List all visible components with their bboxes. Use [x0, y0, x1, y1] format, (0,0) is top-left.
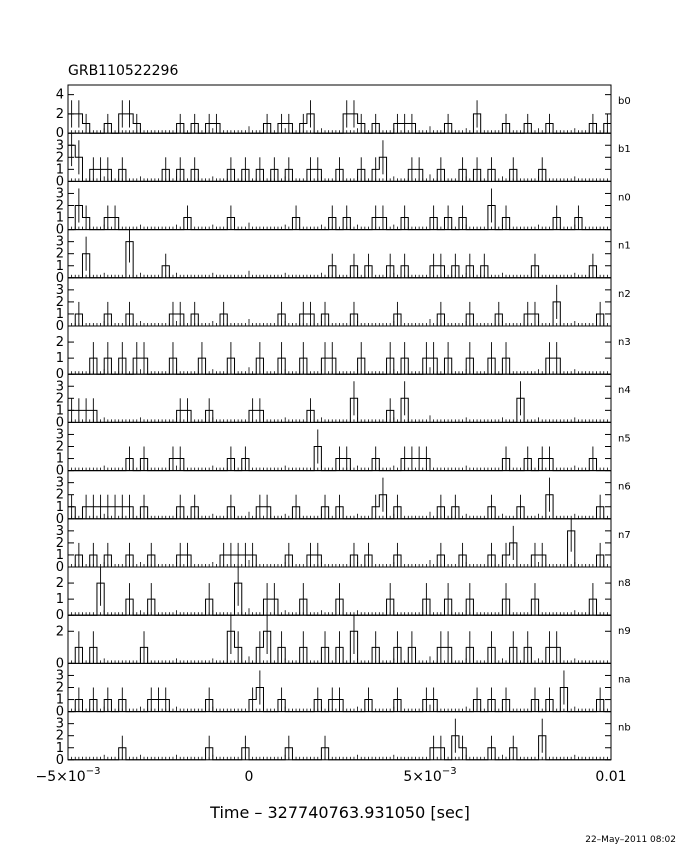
y-tick-label: 2: [55, 624, 64, 640]
detector-label: n3: [618, 337, 631, 348]
detector-label: n1: [618, 240, 631, 252]
detector-label: b1: [618, 144, 631, 156]
y-tick-label: 3: [55, 668, 64, 684]
y-tick-label: 0: [55, 319, 64, 334]
y-tick-label: 1: [55, 499, 64, 515]
y-tick-label: 0: [55, 511, 64, 527]
y-tick-label: 3: [55, 379, 64, 395]
y-tick-label: 3: [55, 282, 64, 298]
y-tick-label: 1: [55, 547, 64, 563]
panel-frame: [68, 85, 611, 133]
x-tick-label: $-5\times 10^{-3}$: [35, 765, 101, 785]
y-tick-label: 1: [55, 592, 64, 608]
y-tick-label: 2: [55, 487, 64, 503]
y-tick-label: 0: [55, 463, 64, 479]
histogram-line: [68, 531, 611, 567]
y-tick-label: 3: [55, 427, 64, 443]
y-tick-label: 4: [55, 87, 64, 103]
y-tick-label: 0: [55, 704, 64, 720]
y-tick-label: 0: [55, 174, 64, 190]
y-tick-label: 0: [55, 222, 64, 238]
panel-frame: [68, 374, 611, 422]
y-tick-label: 2: [55, 439, 64, 455]
detector-label: n5: [618, 433, 631, 445]
y-tick-label: 1: [55, 258, 64, 274]
timestamp: 22–May–2011 08:02: [585, 835, 676, 845]
histogram-line: [68, 398, 611, 422]
detector-label: n6: [618, 481, 631, 493]
x-tick-label: $5\times 10^{-3}$: [403, 765, 457, 785]
panel-frame: [68, 326, 611, 374]
y-tick-label: 2: [55, 294, 64, 310]
y-tick-label: 0: [55, 126, 64, 142]
detector-label: n9: [618, 626, 631, 638]
y-tick-label: 3: [55, 186, 64, 202]
y-tick-label: 2: [55, 246, 64, 262]
y-tick-label: 1: [55, 210, 64, 226]
y-tick-label: 3: [55, 234, 64, 250]
y-tick-label: 2: [55, 198, 64, 214]
panel-frame: [68, 181, 611, 229]
detector-label: nb: [618, 722, 631, 734]
y-tick-label: 3: [55, 138, 64, 154]
y-tick-label: 0: [55, 752, 64, 768]
y-tick-label: 2: [55, 576, 64, 592]
y-tick-label: 3: [55, 523, 64, 539]
y-tick-label: 1: [55, 162, 64, 178]
detector-label: b0: [618, 96, 631, 107]
y-tick-label: 0: [55, 608, 64, 624]
detector-label: n0: [618, 192, 631, 204]
detector-panels: [56, 85, 631, 768]
y-tick-label: 2: [55, 680, 64, 696]
detector-label: n7: [618, 529, 631, 541]
histogram-line: [68, 206, 611, 230]
y-tick-label: 1: [55, 306, 64, 322]
detector-label: n4: [618, 385, 631, 397]
panel-frame: [68, 278, 611, 326]
y-tick-label: 0: [55, 270, 64, 286]
x-axis: [36, 766, 627, 785]
y-tick-label: 0: [55, 656, 64, 672]
x-axis-label: Time – 327740763.931050 [sec]: [210, 803, 470, 822]
y-tick-label: 1: [55, 692, 64, 708]
y-tick-label: 3: [55, 716, 64, 732]
y-tick-label: 1: [55, 351, 64, 367]
y-tick-label: 2: [55, 335, 64, 351]
y-tick-label: 2: [55, 106, 64, 122]
y-tick-label: 0: [55, 560, 64, 575]
x-tick-label: 0: [244, 768, 254, 785]
y-tick-label: 2: [55, 535, 64, 551]
detector-label: na: [618, 674, 631, 686]
y-tick-label: 0: [55, 415, 64, 431]
y-tick-label: 0: [55, 367, 64, 383]
panel-frame: [68, 712, 611, 760]
histogram-line: [68, 736, 611, 760]
y-tick-label: 2: [55, 150, 64, 166]
y-tick-label: 2: [55, 728, 64, 744]
y-tick-label: 1: [55, 451, 64, 467]
panel-frame: [68, 519, 611, 567]
chart-title: GRB110522296: [68, 63, 179, 79]
y-tick-label: 3: [55, 475, 64, 491]
histogram-line: [68, 242, 611, 278]
panel-nb: [56, 712, 631, 768]
y-tick-label: 2: [55, 391, 64, 407]
y-tick-label: 1: [55, 403, 64, 419]
y-tick-label: 1: [55, 740, 64, 756]
x-tick-label: 0.01: [595, 768, 627, 785]
detector-label: n8: [618, 578, 631, 589]
detector-label: n2: [618, 288, 631, 300]
panel-frame: [68, 230, 611, 278]
histogram-line: [68, 302, 611, 326]
